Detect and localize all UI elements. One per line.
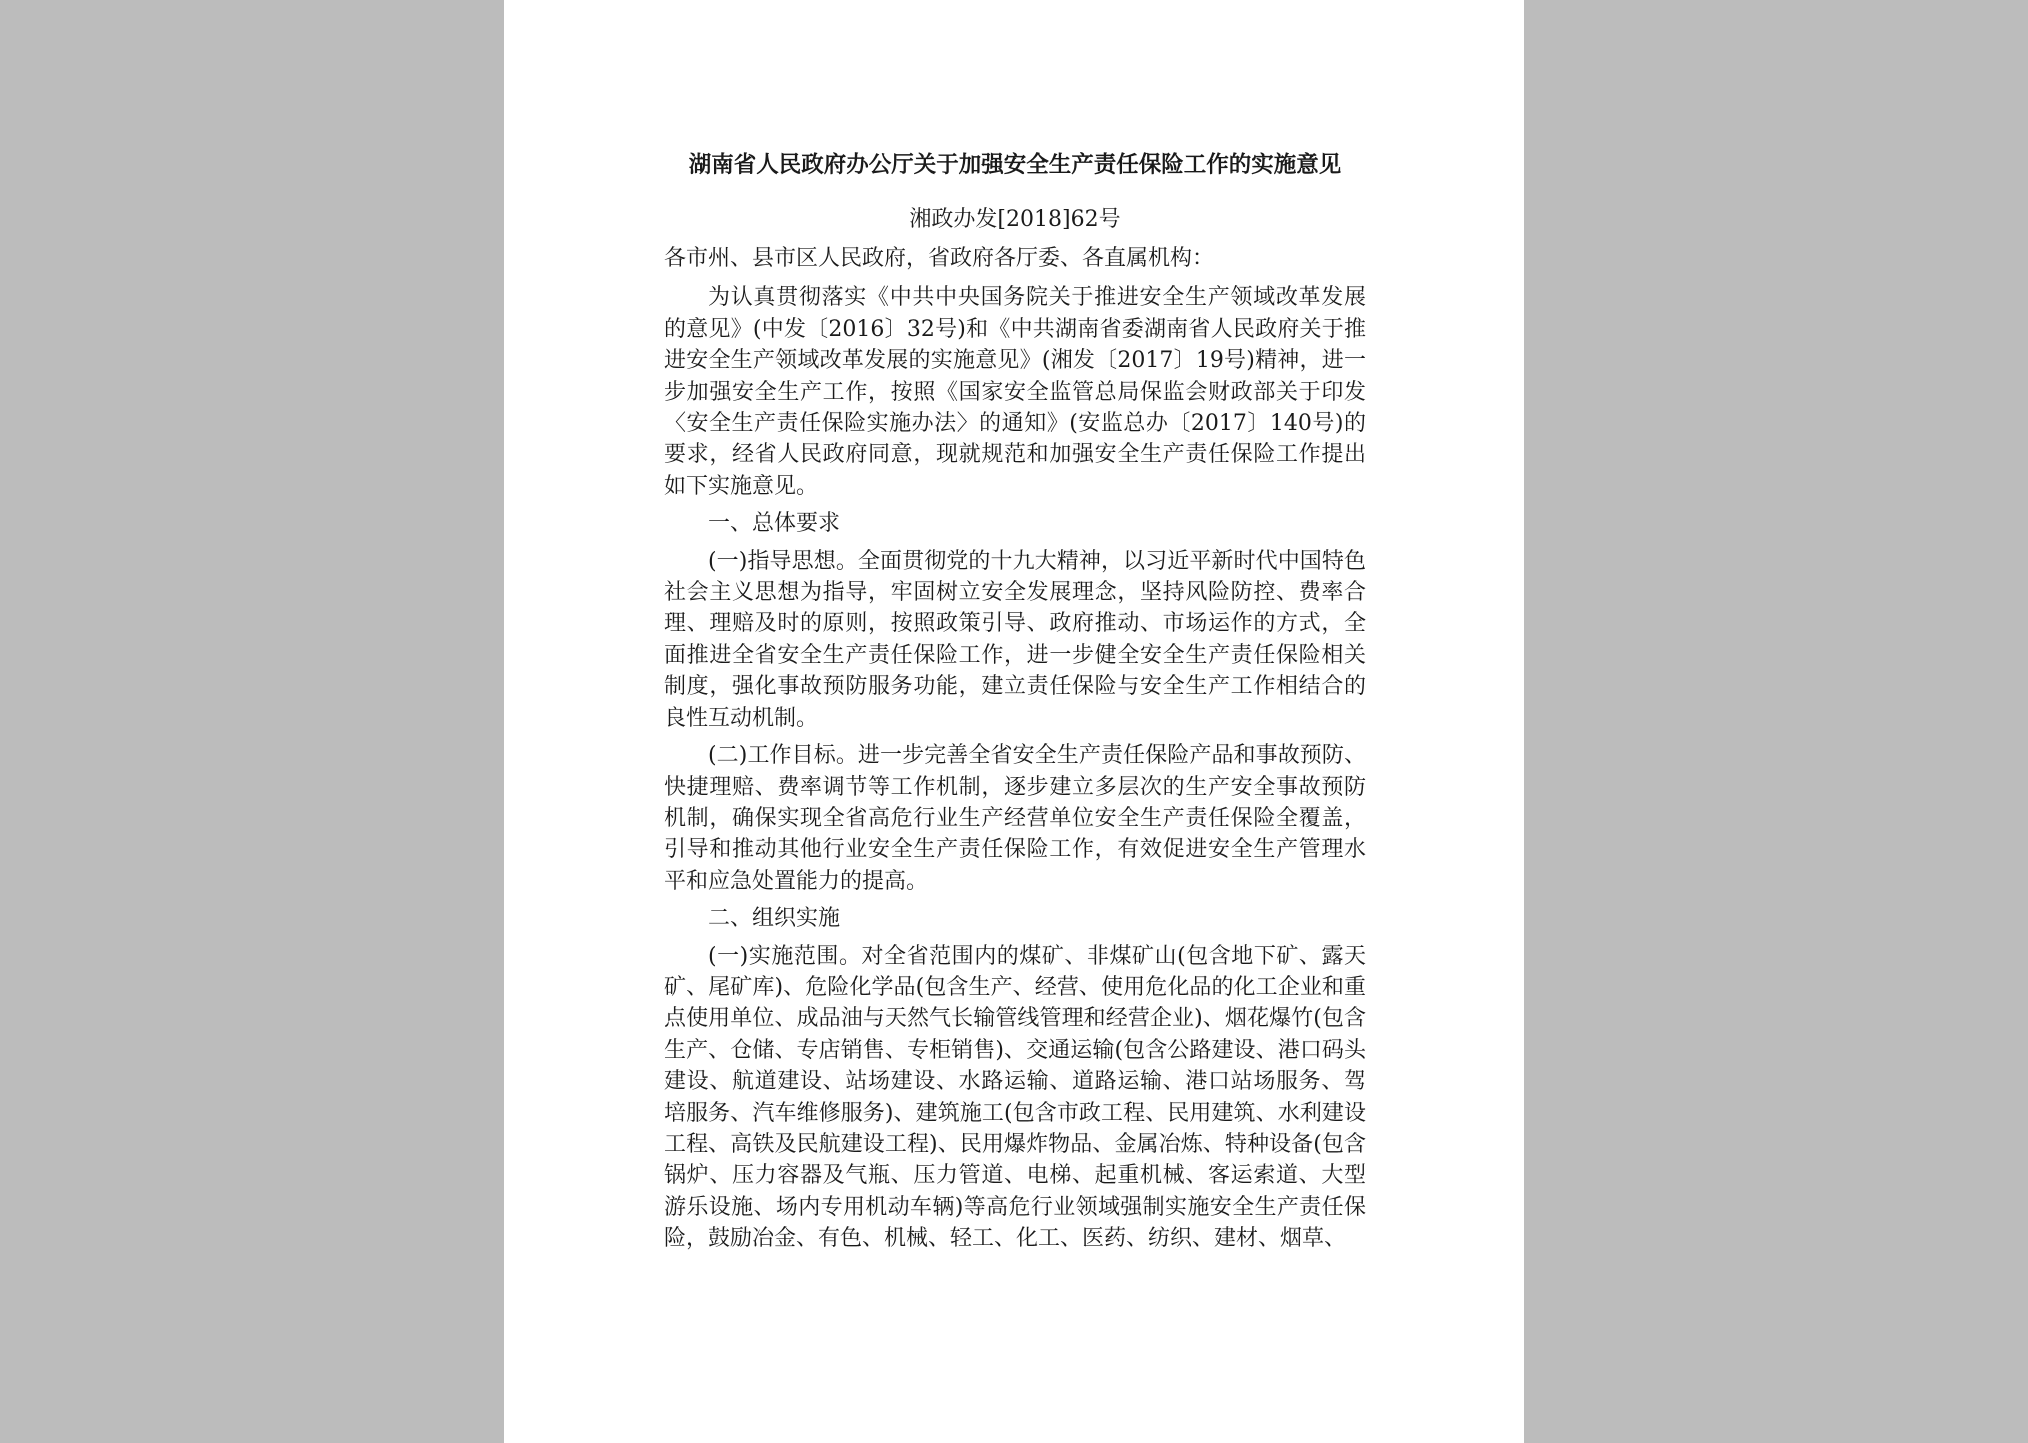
document-page [504,0,1524,1443]
section-heading-1: 一、总体要求 [708,511,841,537]
section-heading-2: 二、组织实施 [708,906,841,932]
intro-paragraph: 为认真贯彻落实《中共中央国务院关于推进安全生产领域改革发展的意见》(中发〔2016〕32号)和《中共湖南省委湖南省人民政府关于推进安全生产领域改革发展的实施意见》(湘发〔2017〕19号)精神，进一步加强安全生产工作，按照《国家安全监管总局保监会财政部关于印发〈安全生产责任保险实施办法〉的通知》(安监总办〔2017〕140号)的要求，经省人民政府同意，现就规范和加强安全生产责任保险工作提出如下实施意见。 [664,285,1366,499]
salutation: 各市州、县市区人民政府，省政府各厅委、各直属机构： [664,246,1215,271]
paragraph-work-goal: (二)工作目标。进一步完善全省安全生产责任保险产品和事故预防、快捷理赔、费率调节等工作机制，逐步建立多层次的生产安全事故预防机制，确保实现全省高危行业生产经营单位安全生产责任保险全覆盖，引导和推动其他行业安全生产责任保险工作，有效促进安全生产管理水平和应急处置能力的提高。 [664,743,1366,894]
document-body [664,243,1366,1261]
document-title: 湖南省人民政府办公厅关于加强安全生产责任保险工作的实施意见 [688,152,1342,178]
document-number: 湘政办发[2018]62号 [909,207,1121,232]
paragraph-scope: (一)实施范围。对全省范围内的煤矿、非煤矿山(包含地下矿、露天矿、尾矿库)、危险化学品(包含生产、经营、使用危化品的化工企业和重点使用单位、成品油与天然气长输管线管理和经营企业)、烟花爆竹(包含生产、仓储、专店销售、专柜销售)、交通运输(包含公路建设、港口码头建设、航道建设、站场建设、水路运输、道路运输、港口站场服务、驾培服务、汽车维修服务)、建筑施工(包含市政工程、民用建筑、水利建设工程、高铁及民航建设工程)、民用爆炸物品、金属冶炼、特种设备(包含锅炉、压力容器及气瓶、压力管道、电梯、起重机械、客运索道、大型游乐设施、场内专用机动车辆)等高危行业领域强制实施安全生产责任保险，鼓励冶金、有色、机械、轻工、化工、医药、纺织、建材、烟草、 [664,943,1366,1252]
paragraph-guiding-thought: (一)指导思想。全面贯彻党的十九大精神，以习近平新时代中国特色社会主义思想为指导，牢固树立安全发展理念，坚持风险防控、费率合理、理赔及时的原则，按照政策引导、政府推动、市场运作的方式，全面推进全省安全生产责任保险工作，进一步健全安全生产责任保险相关制度，强化事故预防服务功能，建立责任保险与安全生产工作相结合的良性互动机制。 [664,548,1366,731]
